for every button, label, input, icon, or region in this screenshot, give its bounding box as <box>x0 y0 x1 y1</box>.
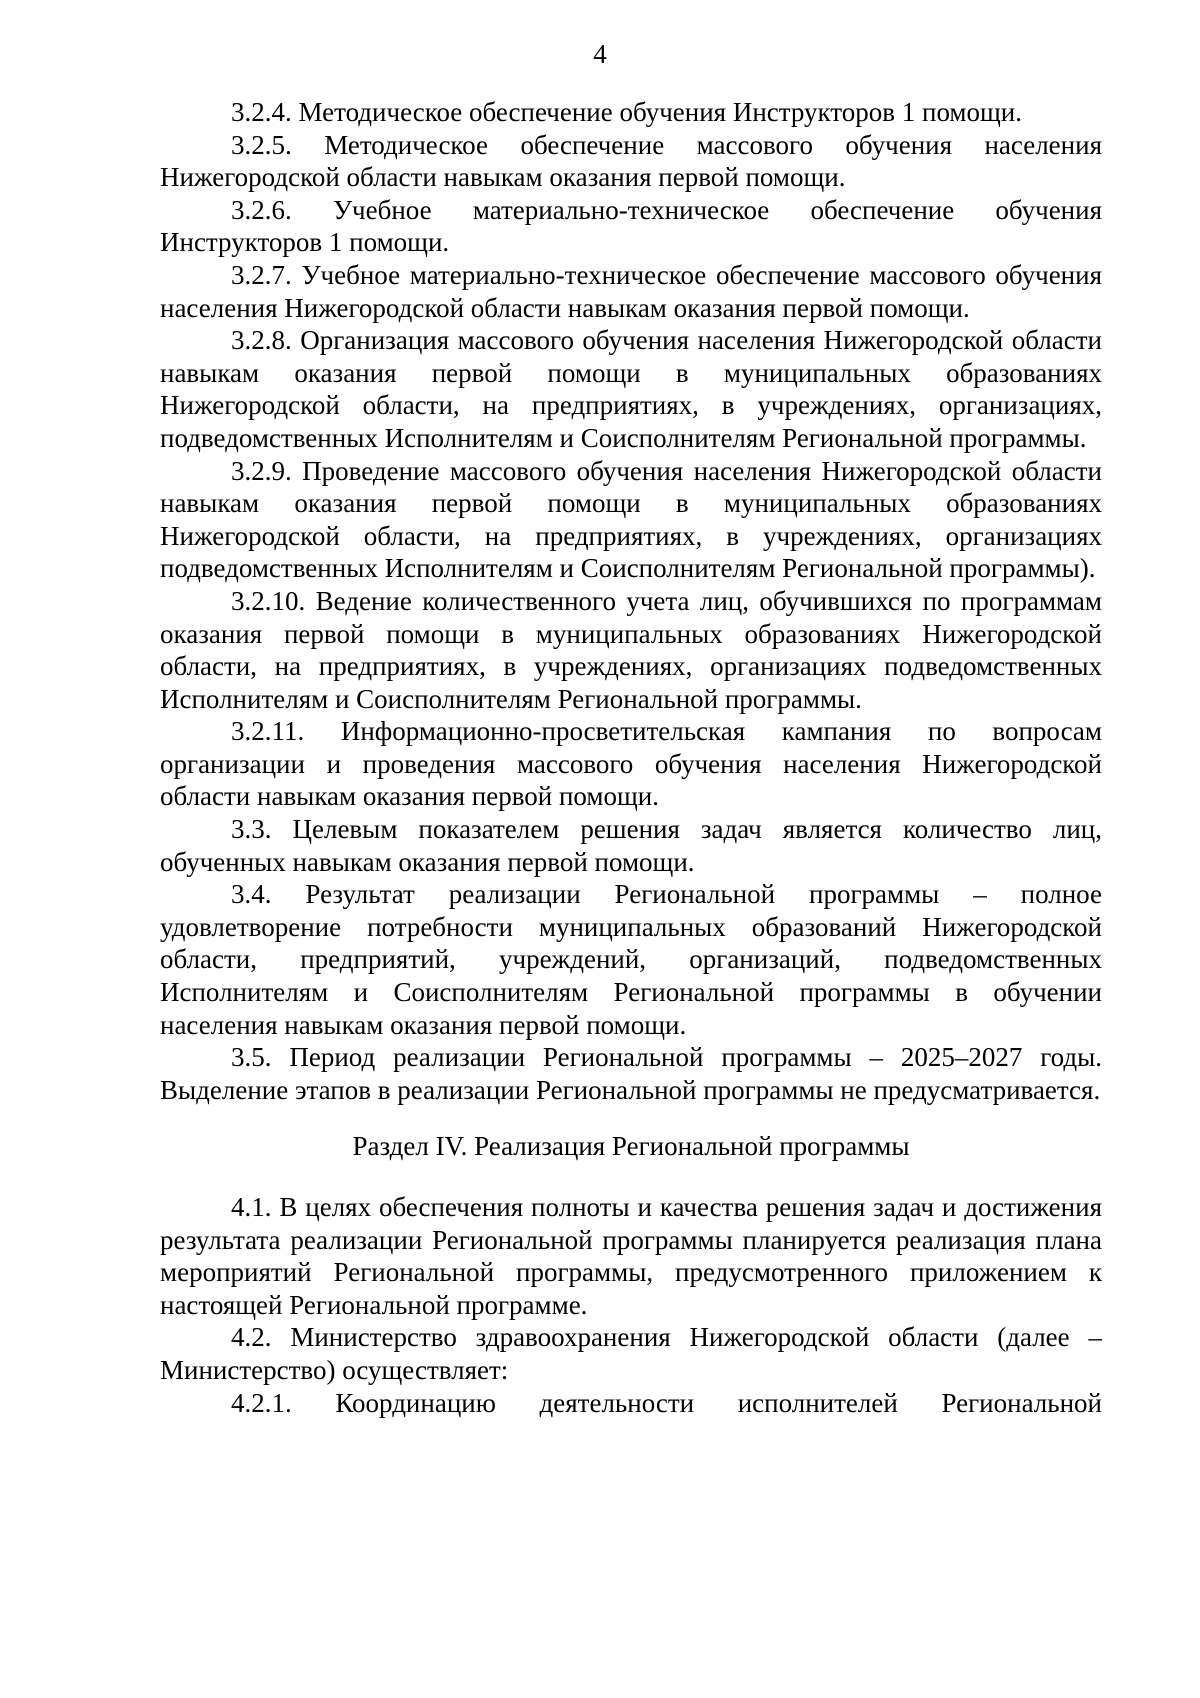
paragraph-3-2-4: 3.2.4. Методическое обеспечение обучения Инструкторов 1 помощи. <box>231 97 1023 127</box>
paragraph-3-2-5: 3.2.5. Методическое обеспечение массового обучения населения Нижегородской области навыкам оказания первой помощи. <box>160 129 1102 193</box>
paragraph-3-2-11: 3.2.11. Информационно-просветительская кампания по вопросам организации и проведения массового обучения населения Нижегородской области навыкам оказания первой помощи. <box>160 716 1102 812</box>
paragraph-3-4: 3.4. Результат реализации Региональной программы – полное удовлетворение потребности муниципальных образований Нижегородской области, предприятий, учреждений, организаций, подведомственных Исполнителям и Соисполнителям Региональной программы в обучении населения навыкам оказания первой помощи. <box>160 879 1102 1040</box>
paragraph-3-2-9: 3.2.9. Проведение массового обучения населения Нижегородской области навыкам оказания первой помощи в муниципальных образованиях Нижегородской области, на предприятиях, в учреждениях, организациях подведомственных Исполнителям и Соисполнителям Региональной программы). <box>160 455 1102 584</box>
paragraph-3-3: 3.3. Целевым показателем решения задач является количество лиц, обученных навыкам оказания первой помощи. <box>160 814 1102 877</box>
paragraph-4-2-1: 4.2.1. Координацию деятельности исполнителей Региональной <box>231 1387 1102 1418</box>
paragraph-3-2-10: 3.2.10. Ведение количественного учета лиц, обучившихся по программам оказания первой помощи в муниципальных образованиях Нижегородской области, на предприятиях, в учреждениях, организациях подведомственных Исполнителям и Соисполнителям Региональной программы. <box>160 585 1102 714</box>
paragraph-4-1: 4.1. В целях обеспечения полноты и качества решения задач и достижения результата реализации Региональной программы планируется реализация плана мероприятий Региональной программы, предусмотренного приложением к настоящей Региональной программе. <box>160 1192 1102 1320</box>
paragraph-3-5: 3.5. Период реализации Региональной программы – 2025–2027 годы. Выделение этапов в реализации Региональной программы не предусматривается. <box>160 1042 1102 1105</box>
paragraph-3-2-7: 3.2.7. Учебное материально-техническое обеспечение массового обучения населения Нижегородской области навыкам оказания первой помощи. <box>160 259 1102 323</box>
page-number: 4 <box>593 39 607 69</box>
paragraph-4-2: 4.2. Министерство здравоохранения Нижегородской области (далее – Министерство) осуществляет: <box>160 1322 1102 1385</box>
paragraph-3-2-8: 3.2.8. Организация массового обучения населения Нижегородской области навыкам оказания первой помощи в муниципальных образованиях Нижегородской области, на предприятиях, в учреждениях, организациях, подведомственных Исполнителям и Соисполнителям Региональной программы. <box>160 325 1102 453</box>
section-heading: Раздел IV. Реализация Региональной программы <box>352 1131 910 1162</box>
document-body <box>160 96 1102 1419</box>
paragraph-3-2-6: 3.2.6. Учебное материально-техническое обеспечение обучения Инструкторов 1 помощи. <box>160 194 1102 258</box>
